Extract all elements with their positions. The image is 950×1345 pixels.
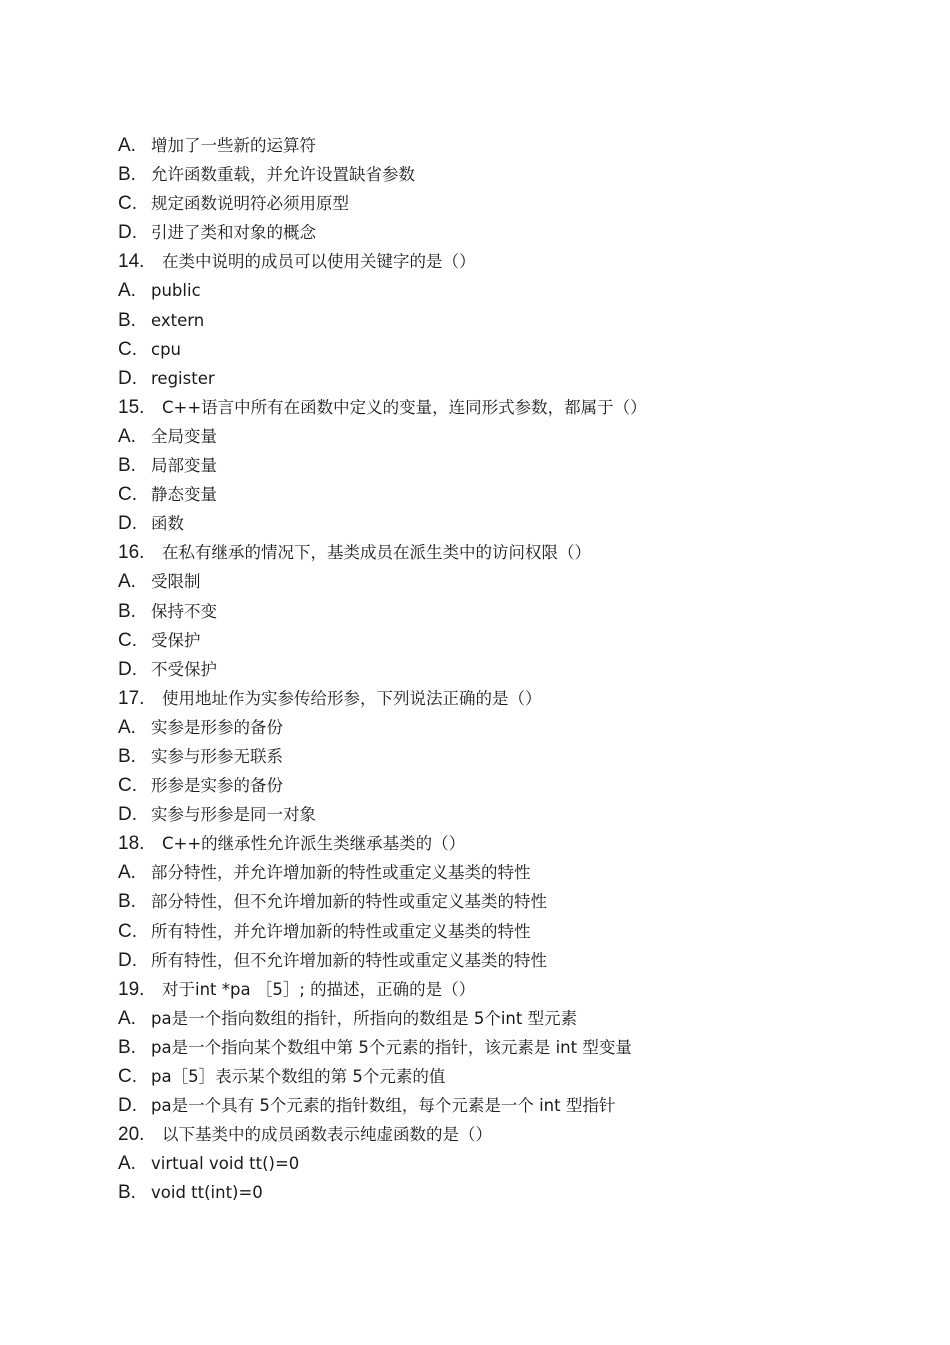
- question-text: 使用地址作为实参传给形参，下列说法正确的是（）: [162, 688, 542, 708]
- option-line: [118, 713, 898, 742]
- option-line: [118, 160, 898, 189]
- option-line: [118, 480, 898, 509]
- option-line: [118, 276, 898, 305]
- option-line: [118, 1178, 898, 1207]
- option-line: [118, 1149, 898, 1178]
- option-line: [118, 509, 898, 538]
- option-marker: B.: [118, 600, 136, 622]
- question-text: C++的继承性允许派生类继承基类的（）: [162, 834, 466, 854]
- option-line: [118, 655, 898, 684]
- option-marker: B.: [118, 1036, 136, 1058]
- option-marker: B.: [118, 1182, 136, 1204]
- option-marker: D.: [118, 222, 137, 244]
- option-line: [118, 1004, 898, 1033]
- option-line: [118, 597, 898, 626]
- option-marker: A.: [118, 716, 136, 738]
- option-marker: B.: [118, 745, 136, 767]
- question-line: [118, 247, 898, 276]
- option-line: [118, 422, 898, 451]
- option-marker: C.: [118, 1066, 137, 1087]
- option-text: pa［5］表示某个数组的第 5个元素的值: [151, 1067, 446, 1086]
- question-line: [118, 829, 898, 858]
- option-text: 部分特性，并允许增加新的特性或重定义基类的特性: [151, 863, 531, 883]
- option-line: [118, 218, 898, 247]
- option-text: 允许函数重载，并允许设置缺省参数: [151, 165, 415, 185]
- option-marker: B.: [118, 164, 136, 186]
- question-number: 19.: [118, 978, 145, 1000]
- option-text: 形参是实参的备份: [151, 776, 283, 796]
- option-marker: D.: [118, 804, 137, 826]
- option-marker: A.: [118, 1153, 136, 1175]
- option-line: [118, 1062, 898, 1091]
- option-marker: B.: [118, 455, 136, 477]
- question-line: [118, 975, 898, 1004]
- option-line: [118, 917, 898, 946]
- option-line: [118, 742, 898, 771]
- option-text: 实参与形参无联系: [151, 746, 283, 766]
- option-line: [118, 451, 898, 480]
- option-line: [118, 887, 898, 916]
- option-line: [118, 335, 898, 364]
- option-marker: A.: [118, 862, 136, 884]
- option-line: [118, 1091, 898, 1120]
- option-text: cpu: [151, 339, 182, 359]
- option-text: 不受保护: [151, 659, 217, 679]
- question-text: 以下基类中的成员函数表示纯虚函数的是（）: [162, 1125, 492, 1145]
- option-line: [118, 567, 898, 596]
- option-text: 局部变量: [151, 456, 217, 476]
- option-text: 受保护: [151, 630, 201, 650]
- option-marker: D.: [118, 1095, 137, 1117]
- option-text: 规定函数说明符必须用原型: [151, 194, 349, 214]
- option-text: virtual void tt()=0: [151, 1154, 300, 1174]
- option-marker: B.: [118, 309, 136, 331]
- option-line: [118, 1033, 898, 1062]
- option-marker: A.: [118, 135, 136, 156]
- option-text: 引进了类和对象的概念: [151, 223, 316, 243]
- question-line: [118, 393, 898, 422]
- question-number: 14.: [118, 251, 145, 273]
- question-text: 在类中说明的成员可以使用关键字的是（）: [162, 252, 476, 272]
- option-text: register: [151, 368, 215, 388]
- option-marker: C.: [118, 338, 137, 360]
- option-text: 静态变量: [151, 485, 217, 505]
- question-text: 对于int *pa ［5］; 的描述，正确的是（）: [162, 979, 476, 999]
- option-marker: A.: [118, 280, 136, 302]
- option-text: pa是一个指向数组的指针，所指向的数组是 5个int 型元素: [151, 1008, 578, 1028]
- option-text: pa是一个具有 5个元素的指针数组，每个元素是一个 int 型指针: [151, 1096, 616, 1116]
- document-body: [118, 131, 898, 1207]
- option-text: 部分特性，但不允许增加新的特性或重定义基类的特性: [151, 892, 547, 912]
- option-marker: C.: [118, 775, 137, 797]
- option-line: [118, 306, 898, 335]
- option-text: public: [151, 281, 201, 301]
- option-marker: C.: [118, 920, 137, 942]
- option-text: 受限制: [151, 572, 201, 592]
- question-number: 17.: [118, 687, 145, 709]
- option-marker: A.: [118, 1007, 136, 1029]
- option-line: [118, 131, 898, 160]
- question-line: [118, 1120, 898, 1149]
- option-marker: A.: [118, 425, 136, 447]
- option-marker: C.: [118, 193, 137, 215]
- option-marker: D.: [118, 658, 137, 680]
- question-line: [118, 538, 898, 567]
- question-number: 15.: [118, 396, 145, 418]
- option-line: [118, 626, 898, 655]
- option-text: 保持不变: [151, 601, 217, 621]
- option-line: [118, 771, 898, 800]
- question-text: C++语言中所有在函数中定义的变量，连同形式参数，都属于（）: [162, 397, 647, 417]
- question-number: 18.: [118, 833, 145, 855]
- option-marker: B.: [118, 891, 136, 913]
- option-text: extern: [151, 310, 205, 330]
- option-text: 所有特性，但不允许增加新的特性或重定义基类的特性: [151, 950, 547, 970]
- option-text: 实参是形参的备份: [151, 717, 283, 737]
- option-marker: C.: [118, 484, 137, 506]
- option-text: 所有特性，并允许增加新的特性或重定义基类的特性: [151, 921, 531, 941]
- option-marker: A.: [118, 571, 136, 593]
- question-number: 16.: [118, 542, 145, 564]
- option-marker: D.: [118, 367, 137, 389]
- option-text: pa是一个指向某个数组中第 5个元素的指针，该元素是 int 型变量: [151, 1037, 632, 1057]
- question-text: 在私有继承的情况下，基类成员在派生类中的访问权限（）: [162, 543, 591, 563]
- option-text: 函数: [151, 514, 184, 534]
- option-text: 全局变量: [151, 426, 217, 446]
- option-line: [118, 189, 898, 218]
- option-line: [118, 946, 898, 975]
- option-line: [118, 800, 898, 829]
- option-line: [118, 858, 898, 887]
- option-text: 增加了一些新的运算符: [151, 136, 316, 155]
- question-number: 20.: [118, 1124, 145, 1146]
- question-line: [118, 684, 898, 713]
- option-text: void tt(int)=0: [151, 1183, 263, 1203]
- option-marker: D.: [118, 949, 137, 971]
- option-marker: D.: [118, 513, 137, 535]
- option-text: 实参与形参是同一对象: [151, 805, 316, 825]
- option-marker: C.: [118, 629, 137, 651]
- option-line: [118, 364, 898, 393]
